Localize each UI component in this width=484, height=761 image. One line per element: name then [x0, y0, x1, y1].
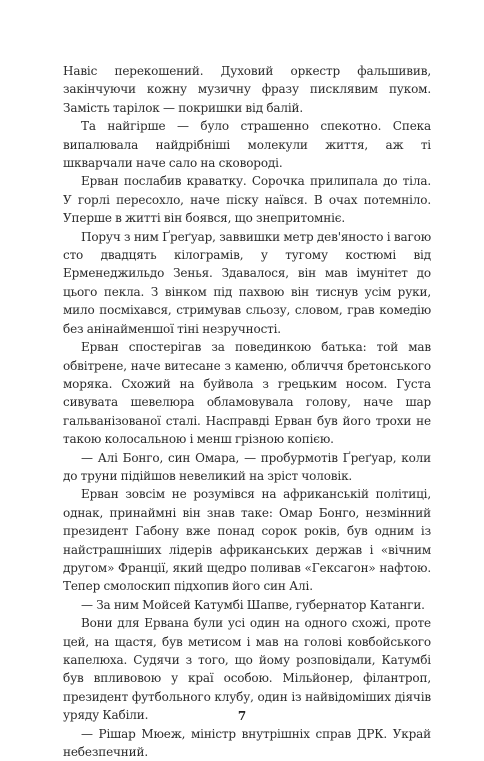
paragraph: Ерван послабив краватку. Сорочка прилипала до тіла. У горлі пересохло, наче піску наївся. В очах потемніло. Уперше в житті він боявся, що знепритомніє.: [63, 174, 431, 226]
dialogue-line: — Рішар Мюеж, міністр внутрішніх справ ДРК. Украй небезпечний.: [63, 726, 431, 760]
paragraph: Ерван зовсім не розумівся на африканській політиці, однак, принаймні він знав таке: Омар Бонго, незмінний президент Габону вже понад сорок років, був одним із найстрашніших лідерів африканських держав і «вічним другом» Франції, який щедро поливав «Гексагон» нафтою. Тепер смолоскип підхопив його син Алі.: [63, 487, 431, 594]
paragraph: Вони для Ервана були усі один на одного схожі, проте цей, на щастя, був метисом і мав на голові ковбойського капелюха. Судячи з того, що йому розповідали, Катумбі був впливовою у краї особою. Мільйонер, філантроп, президент футбольного клубу, один із найвідоміших діячів уряду Кабіли.: [63, 616, 431, 723]
paragraph: Поруч з ним Ґреґуар, заввишки метр дев'яносто і вагою сто двадцять кілограмів, у тугому костюмі від Ерменеджильдо Зенья. Здавалося, він мав імунітет до цього пекла. З вінком під пахвою він тиснув усім руки, мило посміхався, стримував сльозу, словом, грав комедію без анінайменшої тіні незручності.: [63, 229, 431, 336]
dialogue-line: — Алі Бонго, син Омара, — пробурмотів Ґреґуар, коли до труни підійшов невеликий на зріст чоловік.: [63, 450, 431, 483]
paragraph: Навіс перекошений. Духовий оркестр фальшивив, закінчуючи кожну музичну фразу писклявим пуком. Замість тарілок — покришки від балій.: [63, 64, 431, 115]
dialogue-line: — За ним Мойсей Катумбі Шапве, губернатор Катанги.: [81, 597, 425, 612]
paragraph: Та найгірше — було страшенно спекотно. Спека випалювала найдрібніші молекули життя, аж ті шкварчали наче сало на сковороді.: [63, 119, 431, 171]
paragraph: Ерван спостерігав за повединкою батька: той мав обвітрене, наче витесане з каменю, обличчя бретонського моряка. Схожий на буйвола з грецьким носом. Густа сивувата шевелюра обламовувала голову, наче шар гальванізованої сталі. Насправді Ерван був його трохи не такою колосальною і менш грізною копією.: [63, 340, 431, 447]
body-text: [63, 62, 431, 761]
page-number: 7: [237, 709, 247, 723]
